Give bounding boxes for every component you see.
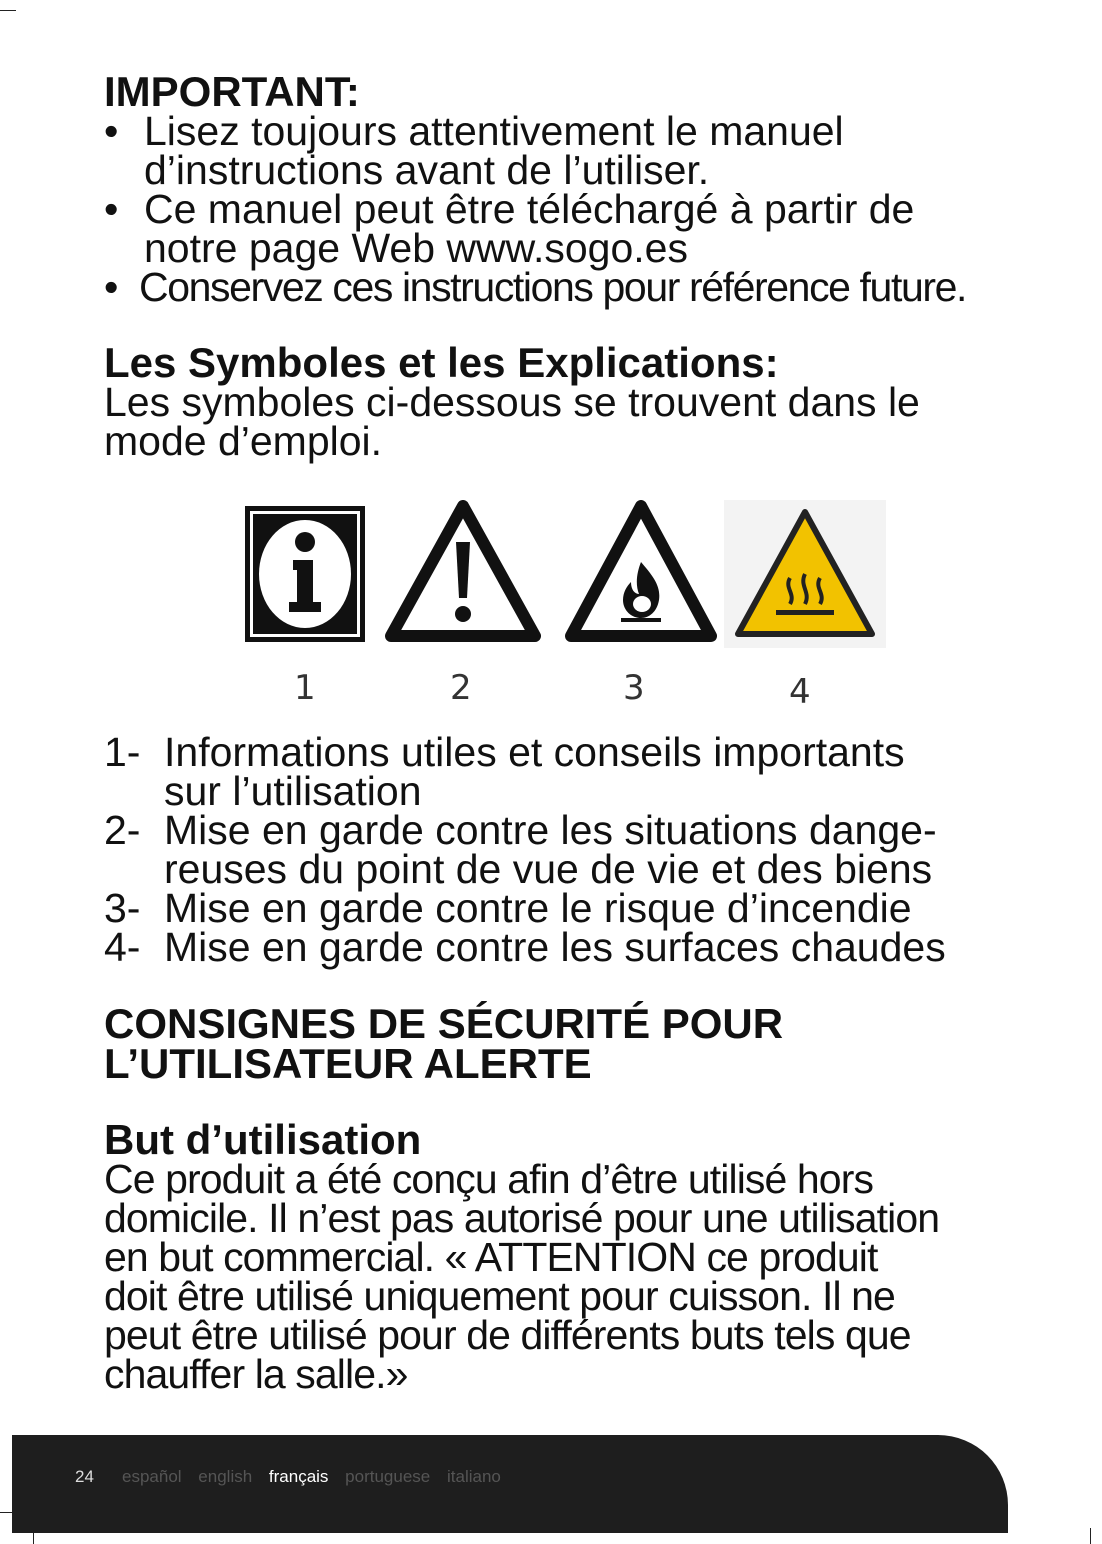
information-icon — [245, 506, 365, 642]
bullet-text: Conservez ces instructions pour référence future. — [139, 264, 966, 310]
hot-surface-icon — [724, 500, 886, 648]
important-section — [104, 68, 1044, 464]
safety-heading-line: CONSIGNES DE SÉCURITÉ POUR — [104, 1000, 784, 1047]
page-number: 24 — [75, 1467, 94, 1486]
language-tab-francais[interactable]: français — [268, 1467, 329, 1486]
explanation-text: reuses du point de vue de vie et des biens — [164, 846, 933, 892]
purpose-line: domicile. Il n’est pas autorisé pour une utilisation — [104, 1195, 940, 1241]
bullet-item — [104, 264, 1044, 310]
bullet-dot: • — [104, 264, 117, 310]
explanation-number: 3- — [104, 885, 141, 931]
explanation-number: 2- — [104, 807, 141, 853]
explanation-text: Informations utiles et conseils importants — [164, 729, 905, 775]
symbols-intro-line: mode d’emploi. — [104, 418, 383, 464]
purpose-heading: But d’utilisation — [104, 1116, 422, 1163]
crop-mark-bottom-right-v — [1090, 1528, 1091, 1544]
explanation-number: 4- — [104, 924, 141, 970]
explanation-text: sur l’utilisation — [164, 768, 422, 814]
symbol-number: 2 — [450, 668, 472, 708]
bullet-dot: • — [104, 108, 119, 154]
explanation-item — [104, 885, 1064, 931]
warning-exclamation-icon — [385, 500, 541, 642]
bullet-item — [104, 186, 1044, 271]
symbols-heading: Les Symboles et les Explications: — [104, 339, 779, 386]
language-tab-english[interactable]: english — [198, 1467, 253, 1486]
language-tab-espanol[interactable]: español — [122, 1467, 182, 1486]
explanation-text: Mise en garde contre les situations dange- — [164, 807, 937, 853]
bullet-item — [104, 108, 1044, 193]
explanation-item — [104, 729, 1064, 814]
important-heading: IMPORTANT: — [104, 68, 360, 115]
safety-heading — [104, 1000, 1044, 1087]
bullet-text: Lisez toujours attentivement le manuel — [144, 108, 844, 154]
purpose-section — [104, 1116, 1044, 1397]
explanation-item — [104, 924, 1064, 970]
symbol-number: 3 — [623, 668, 645, 708]
symbols-intro — [104, 379, 1044, 464]
bullet-text: Ce manuel peut être téléchargé à partir de — [144, 186, 915, 232]
bullet-dot: • — [104, 186, 119, 232]
explanation-item — [104, 807, 1064, 892]
purpose-line: peut être utilisé pour de différents buts tels que — [104, 1312, 911, 1358]
purpose-body — [104, 1156, 1044, 1397]
symbols-explanations — [104, 729, 1064, 970]
bullet-text: d’instructions avant de l’utiliser. — [144, 147, 710, 193]
purpose-line: Ce produit a été conçu afin d’être utilisé hors — [104, 1156, 874, 1202]
crop-mark-top-left — [0, 10, 16, 11]
purpose-line: en but commercial. « ATTENTION ce produit — [104, 1234, 878, 1280]
explanation-text: Mise en garde contre le risque d’incendie — [164, 885, 912, 931]
explanation-text: Mise en garde contre les surfaces chaudes — [164, 924, 946, 970]
fire-hazard-icon — [565, 500, 717, 642]
bullet-text: notre page Web www.sogo.es — [144, 225, 688, 271]
language-tab-italiano[interactable]: italiano — [446, 1467, 501, 1486]
language-tabs — [122, 1467, 513, 1487]
explanation-number: 1- — [104, 729, 141, 775]
important-bullets — [104, 108, 1044, 310]
safety-heading-line: L’UTILISATEUR ALERTE — [104, 1040, 592, 1087]
page-footer — [12, 1435, 1008, 1533]
symbol-number: 4 — [789, 672, 811, 712]
purpose-line: chauffer la salle.» — [104, 1351, 408, 1397]
symbols-intro-line: Les symboles ci-dessous se trouvent dans le — [104, 379, 920, 425]
purpose-line: doit être utilisé uniquement pour cuisson. Il ne — [104, 1273, 895, 1319]
language-tab-portuguese[interactable]: portuguese — [345, 1467, 431, 1486]
symbols-row — [240, 500, 900, 710]
safety-section — [104, 1000, 1044, 1087]
symbol-number: 1 — [294, 668, 316, 708]
